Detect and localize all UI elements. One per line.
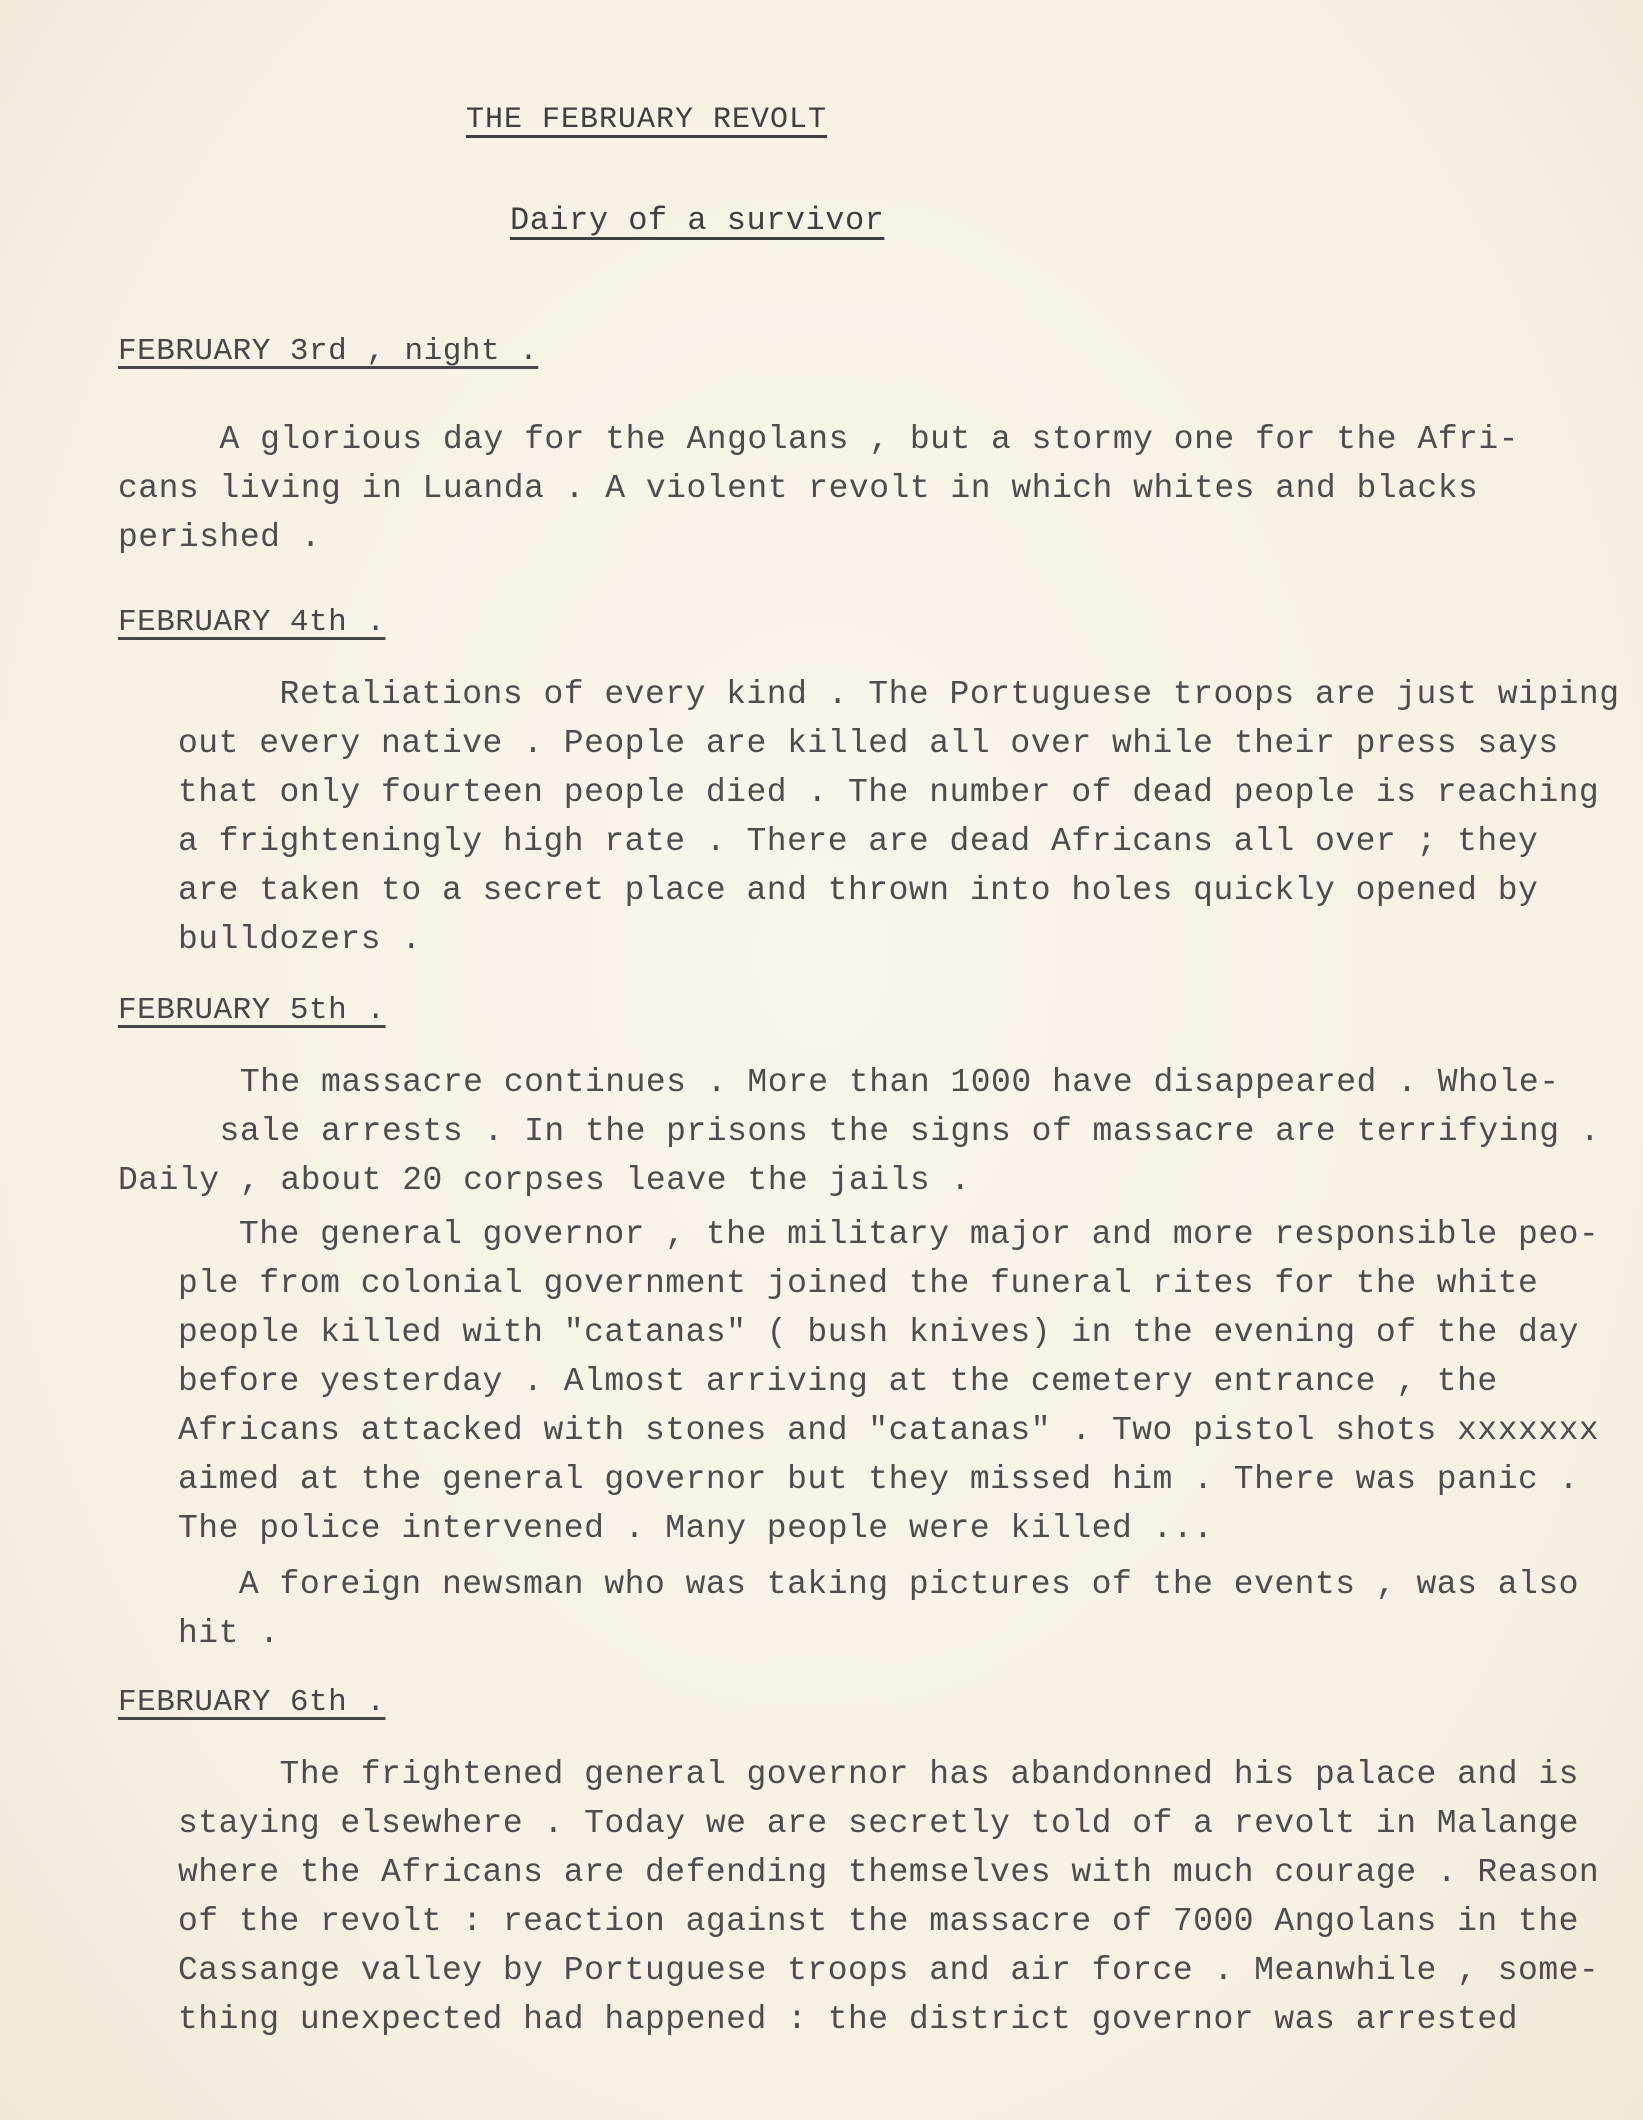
entry-paragraph: The frightened general governor has abandonned his palace and is staying elsewhere . Today we are secretly told of a revolt in Malange where the Africans are defending themselves with much courage . Reason of the revolt : reaction against the massacre of 7000 Angolans in the Cassange valley by Portuguese troops and air force . Meanwhile , some- thing unexpected had happened : the district governor was arrested — [178, 1756, 1600, 2038]
entry-date-feb-3: FEBRUARY 3rd , night . — [118, 334, 539, 369]
entry-paragraph: The general governor , the military major and more responsible peo- ple from colonial government joined the funeral rites for the white people killed with "catanas" ( bush knives) in the evening of the day before yesterday . Almost arriving at the cemetery entrance , the Africans attacked with stones and "catanas" . Two pistol shots xxxxxxx aimed at the general governor but they missed him . There was panic . The police intervened . Many people were killed ... — [178, 1216, 1600, 1547]
entry-paragraph: The massacre continues . More than 1000 have disappeared . Whole- sale arrests . In the prisons the signs of massacre are terrifying . Daily , about 20 corpses leave the jails . — [118, 1064, 1601, 1199]
document-subtitle: Dairy of a survivor — [510, 202, 885, 239]
entry-paragraph: A glorious day for the Angolans , but a stormy one for the Afri- cans living in Luanda . A violent revolt in which whites and blacks perished . — [118, 421, 1519, 556]
entry-date-feb-5: FEBRUARY 5th . — [118, 993, 386, 1028]
entry-paragraph: Retaliations of every kind . The Portuguese troops are just wiping out every native . People are killed all over while their press says that only fourteen people died . The number of dead people is reaching a frighteningly high rate . There are dead Africans all over ; they are taken to a secret place and thrown into holes quickly opened by bulldozers . — [178, 676, 1620, 958]
document-title: THE FEBRUARY REVOLT — [466, 103, 828, 137]
entry-date-feb-4: FEBRUARY 4th . — [118, 605, 386, 640]
entry-paragraph: A foreign newsman who was taking pictures of the events , was also hit . — [178, 1566, 1579, 1652]
entry-date-feb-6: FEBRUARY 6th . — [118, 1685, 386, 1720]
